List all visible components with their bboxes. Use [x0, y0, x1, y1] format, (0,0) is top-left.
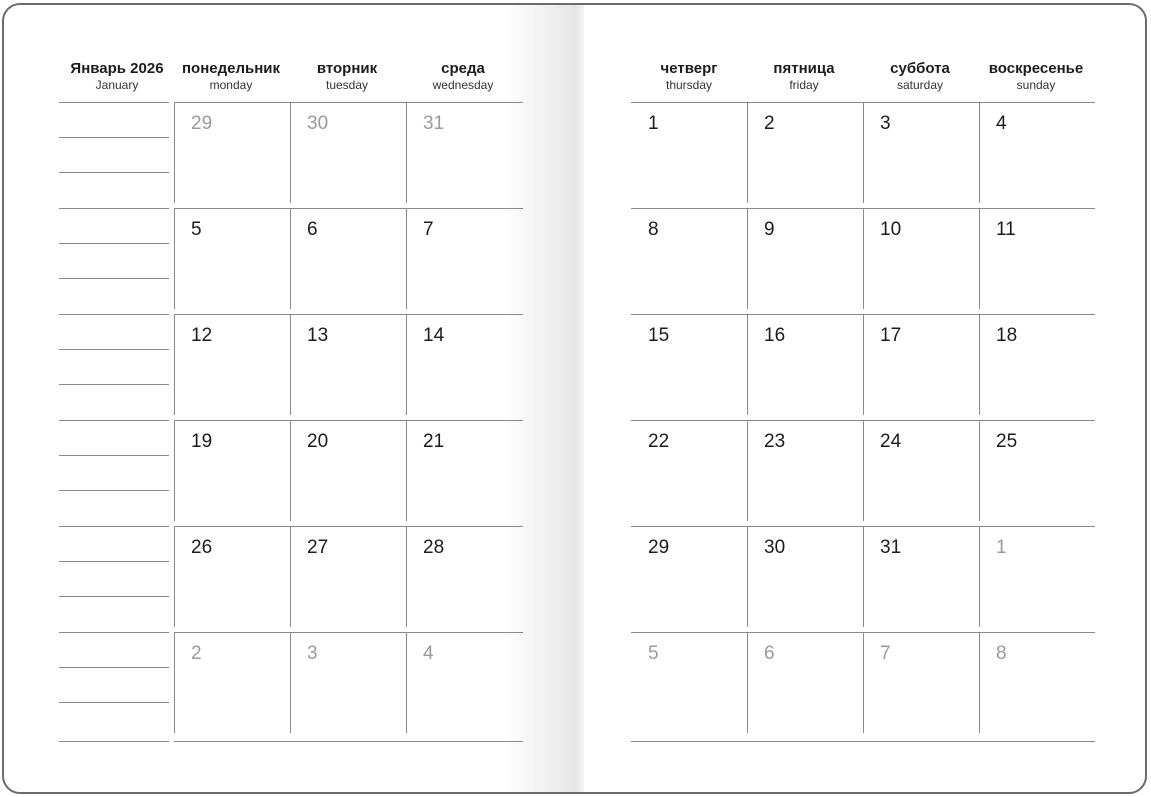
day-cell[interactable]	[174, 102, 290, 203]
day-cell[interactable]	[747, 208, 863, 309]
day-cell[interactable]	[979, 314, 1095, 415]
day-cell[interactable]	[979, 420, 1095, 521]
day-cell[interactable]	[406, 314, 522, 415]
day-number: 15	[648, 325, 670, 346]
day-number: 8	[648, 219, 659, 240]
day-number: 13	[307, 325, 329, 346]
day-header-en: monday	[209, 78, 253, 92]
day-cell[interactable]	[406, 420, 522, 521]
day-number: 5	[648, 643, 659, 664]
day-cell[interactable]	[863, 102, 979, 203]
day-cell[interactable]	[290, 314, 406, 415]
day-header-ru: понедельник	[181, 60, 281, 77]
day-number: 20	[307, 431, 329, 452]
day-number: 31	[880, 537, 902, 558]
day-cell[interactable]	[632, 314, 748, 415]
day-number: 31	[423, 113, 445, 134]
day-number: 17	[880, 325, 902, 346]
notes-line	[59, 490, 169, 491]
day-number: 24	[880, 431, 902, 452]
notes-line	[59, 561, 169, 562]
day-cell[interactable]	[747, 420, 863, 521]
day-cell[interactable]	[290, 526, 406, 627]
day-cell[interactable]	[290, 102, 406, 203]
month-title-en: January	[95, 78, 139, 92]
notes-line	[59, 741, 169, 742]
day-cell[interactable]	[174, 208, 290, 309]
notes-line	[59, 384, 169, 385]
day-header-ru: четверг	[660, 60, 718, 77]
day-cell[interactable]	[290, 208, 406, 309]
day-cell[interactable]	[863, 420, 979, 521]
day-cell[interactable]	[979, 208, 1095, 309]
day-header-en: saturday	[896, 78, 944, 92]
bottom-line	[631, 741, 1095, 742]
day-number: 4	[996, 113, 1007, 134]
day-number: 12	[191, 325, 213, 346]
day-cell[interactable]	[979, 632, 1095, 733]
notes-line	[59, 455, 169, 456]
day-cell[interactable]	[632, 420, 748, 521]
day-header-en: friday	[789, 78, 819, 92]
notes-line	[59, 278, 169, 279]
day-cell[interactable]	[747, 102, 863, 203]
day-cell[interactable]	[632, 526, 748, 627]
day-number: 23	[764, 431, 786, 452]
day-number: 29	[191, 113, 213, 134]
day-number: 7	[423, 219, 434, 240]
day-number: 7	[880, 643, 891, 664]
day-number: 11	[996, 219, 1016, 240]
day-cell[interactable]	[406, 632, 522, 733]
day-number: 19	[191, 431, 213, 452]
day-cell[interactable]	[632, 102, 748, 203]
day-number: 3	[307, 643, 318, 664]
notes-line	[59, 314, 169, 315]
day-cell[interactable]	[747, 632, 863, 733]
day-header-wednesday	[407, 60, 519, 92]
month-title: Январь 2026	[70, 60, 164, 77]
day-number: 6	[764, 643, 775, 664]
day-header-thursday	[633, 60, 745, 92]
day-cell[interactable]	[174, 314, 290, 415]
planner-spread	[2, 3, 1147, 794]
day-number: 10	[880, 219, 902, 240]
day-cell[interactable]	[979, 526, 1095, 627]
day-cell[interactable]	[632, 208, 748, 309]
notes-line	[59, 632, 169, 633]
day-cell[interactable]	[747, 526, 863, 627]
notes-line	[59, 102, 169, 103]
notes-line	[59, 349, 169, 350]
day-number: 26	[191, 537, 213, 558]
day-number: 14	[423, 325, 445, 346]
day-number: 5	[191, 219, 202, 240]
calendar-grid	[4, 5, 1145, 792]
notes-line	[59, 420, 169, 421]
day-header-ru: среда	[441, 60, 485, 77]
day-number: 8	[996, 643, 1007, 664]
day-number: 6	[307, 219, 318, 240]
day-cell[interactable]	[174, 632, 290, 733]
day-cell[interactable]	[406, 102, 522, 203]
day-number: 16	[764, 325, 786, 346]
notes-line	[59, 172, 169, 173]
day-cell[interactable]	[174, 420, 290, 521]
day-number: 30	[307, 113, 329, 134]
day-number: 2	[764, 113, 775, 134]
day-cell[interactable]	[863, 208, 979, 309]
day-number: 25	[996, 431, 1018, 452]
day-cell[interactable]	[747, 314, 863, 415]
day-cell[interactable]	[979, 102, 1095, 203]
day-number: 27	[307, 537, 329, 558]
day-header-ru: пятница	[773, 60, 835, 77]
day-header-ru: вторник	[316, 60, 378, 77]
month-header	[61, 60, 173, 92]
notes-line	[59, 667, 169, 668]
day-header-en: wednesday	[432, 78, 494, 92]
notes-line	[59, 596, 169, 597]
day-cell[interactable]	[863, 632, 979, 733]
day-header-friday	[748, 60, 860, 92]
day-number: 22	[648, 431, 670, 452]
day-header-en: sunday	[1016, 78, 1056, 92]
day-number: 2	[191, 643, 202, 664]
notes-line	[59, 702, 169, 703]
day-number: 1	[648, 113, 659, 134]
day-header-tuesday	[291, 60, 403, 92]
notes-line	[59, 137, 169, 138]
day-cell[interactable]	[290, 632, 406, 733]
day-number: 30	[764, 537, 786, 558]
notes-line	[59, 526, 169, 527]
day-number: 18	[996, 325, 1018, 346]
day-number: 29	[648, 537, 670, 558]
day-header-saturday	[864, 60, 976, 92]
day-cell[interactable]	[863, 314, 979, 415]
day-header-en: tuesday	[325, 78, 369, 92]
day-cell[interactable]	[406, 208, 522, 309]
day-number: 4	[423, 643, 434, 664]
day-header-ru: суббота	[890, 60, 950, 77]
day-number: 9	[764, 219, 775, 240]
day-number: 1	[996, 537, 1007, 558]
day-header-ru: воскресенье	[988, 60, 1084, 77]
day-cell[interactable]	[863, 526, 979, 627]
bottom-line	[174, 741, 523, 742]
notes-line	[59, 208, 169, 209]
day-number: 21	[423, 431, 445, 452]
day-header-monday	[175, 60, 287, 92]
day-number: 28	[423, 537, 445, 558]
day-cell[interactable]	[290, 420, 406, 521]
day-cell[interactable]	[406, 526, 522, 627]
day-header-sunday	[980, 60, 1092, 92]
notes-line	[59, 243, 169, 244]
day-header-en: thursday	[665, 78, 713, 92]
day-number: 3	[880, 113, 891, 134]
day-cell[interactable]	[632, 632, 748, 733]
day-cell[interactable]	[174, 526, 290, 627]
